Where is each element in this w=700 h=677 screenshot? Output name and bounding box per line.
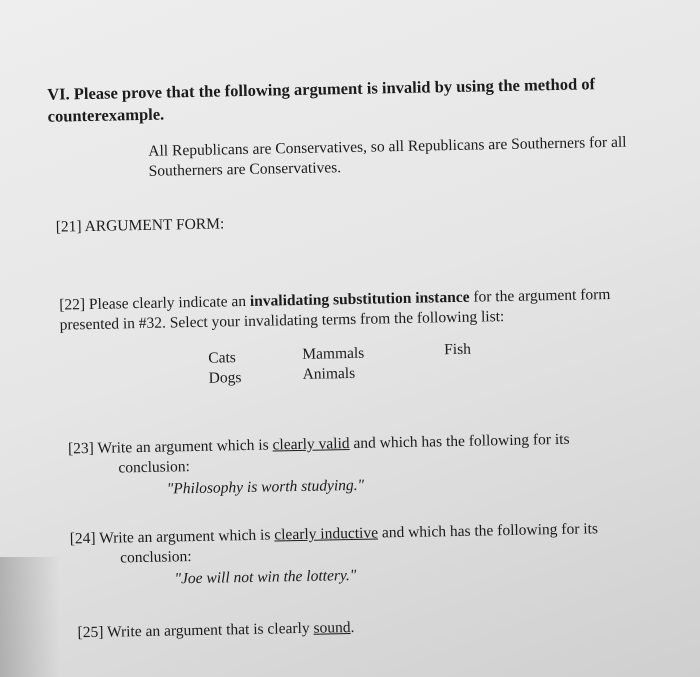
question-25-underlined: sound xyxy=(313,619,351,637)
question-24-quote-text: "Joe will not win the lottery." xyxy=(174,566,357,588)
argument-text xyxy=(148,133,627,182)
question-23-suffix: and which has the following for its xyxy=(349,430,570,453)
question-24-underlined: clearly inductive xyxy=(274,524,379,544)
terms-column-3 xyxy=(444,340,471,361)
question-23-quote-text: "Philosophy is worth studying." xyxy=(166,476,365,498)
question-23-underlined: clearly valid xyxy=(272,435,350,454)
question-22 xyxy=(59,285,611,336)
question-22-line-2: presented in #32. Select your invalidating terms from the following list: xyxy=(59,308,505,334)
term-mammals: Mammals xyxy=(302,344,365,363)
question-24-prefix: [24] Write an argument which is xyxy=(69,526,275,548)
question-22-prefix: [22] Please clearly indicate an xyxy=(59,292,251,314)
argument-line-2: Southerners are Conservatives. xyxy=(148,159,342,180)
argument-line-1: All Republicans are Conservatives, so all Republicans are Southerners for all xyxy=(148,133,627,160)
question-23 xyxy=(68,430,571,502)
question-21-label: [21] ARGUMENT FORM: xyxy=(55,215,225,236)
terms-column-2 xyxy=(302,344,365,385)
question-25-prefix: [25] Write an argument that is clearly xyxy=(77,619,314,642)
section-title: VI. Please prove that the following argument is invalid by using the method of counterexample. xyxy=(47,74,596,126)
question-24-suffix: and which has the following for its xyxy=(377,520,599,542)
term-fish: Fish xyxy=(444,340,472,359)
question-25-suffix: . xyxy=(350,618,355,637)
question-22-bold-term: invalidating substitution instance xyxy=(249,288,470,310)
term-cats: Cats xyxy=(208,349,237,367)
term-dogs: Dogs xyxy=(208,369,242,387)
question-25 xyxy=(77,618,354,643)
question-24-line-2: conclusion: xyxy=(119,548,192,567)
question-23-prefix: [23] Write an argument which is xyxy=(67,436,273,458)
question-23-line-2: conclusion: xyxy=(118,458,191,477)
terms-column-1 xyxy=(208,348,241,389)
question-24 xyxy=(70,519,599,591)
term-animals: Animals xyxy=(302,364,356,383)
question-22-suffix: for the argument form xyxy=(469,285,611,306)
